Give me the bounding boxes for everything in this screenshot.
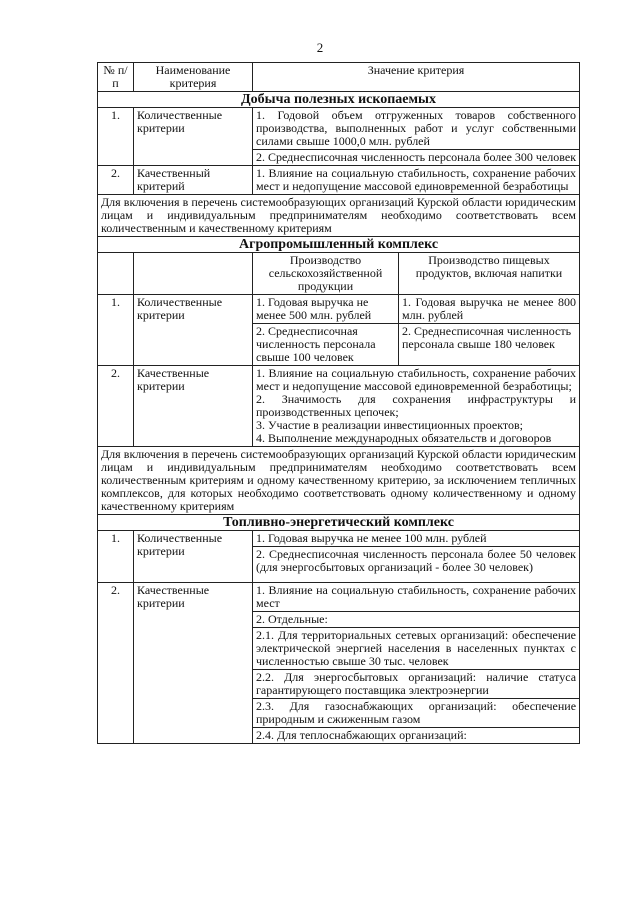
criterion-list <box>253 366 580 447</box>
criterion-item: 3. Участие в реализации инвестиционных проектов; <box>256 418 523 432</box>
criterion-value: 1. Влияние на социальную стабильность, сохранение рабочих мест и недопущение массовой единовременной безработицы <box>253 166 580 195</box>
criterion-value: 2. Среднесписочная численность персонала более 300 человек <box>253 150 580 166</box>
criterion-value: 2.4. Для теплоснабжающих организаций: <box>253 728 580 744</box>
criterion-value: 1. Годовая выручка не менее 800 млн. рублей <box>399 295 580 324</box>
row-name: Качественные критерии <box>134 366 253 447</box>
subheader-row <box>98 253 580 295</box>
criterion-value: 1. Влияние на социальную стабильность, сохранение рабочих мест <box>253 583 580 612</box>
table-row <box>98 295 580 324</box>
table-row <box>98 531 580 547</box>
criterion-item: 4. Выполнение международных обязательств и договоров <box>256 431 552 445</box>
criterion-value: 1. Годовой объем отгруженных товаров собственного производства, выполненных работ и услуг собственными силами свыше 1000,0 млн. рублей <box>253 108 580 150</box>
criterion-value: 2.2. Для энергосбытовых организаций: наличие статуса гарантирующего поставщика электроэнергии <box>253 670 580 699</box>
row-num: 1. <box>98 108 134 166</box>
section-note: Для включения в перечень системообразующих организаций Курской области юридическим лицам и индивидуальным предпринимателям необходимо соответствовать всем количественным и качественному критериям <box>98 195 580 237</box>
section-title-row <box>98 237 580 253</box>
section-note: Для включения в перечень системообразующих организаций Курской области юридическим лицам и индивидуальным предпринимателям необходимо соответствовать всем количественным критериям и одному качественному критерию, за исключением тепличных комплексов, для которых необходимо соответствовать одному количественному и одному качественному критериям <box>98 447 580 515</box>
row-name: Качественные критерии <box>134 583 253 744</box>
section-title-mining: Добыча полезных ископаемых <box>98 92 580 108</box>
empty-cell <box>134 253 253 295</box>
table-row <box>98 583 580 612</box>
criterion-value: 1. Годовая выручка не менее 100 млн. рублей <box>253 531 580 547</box>
criterion-value: 2.3. Для газоснабжающих организаций: обеспечение природным и сжиженным газом <box>253 699 580 728</box>
criterion-value: 2. Среднесписочная численность персонала свыше 100 человек <box>253 324 399 366</box>
criterion-value: 2. Отдельные: <box>253 612 580 628</box>
row-name: Качественный критерий <box>134 166 253 195</box>
criterion-value: 2. Среднесписочная численность персонала свыше 180 человек <box>399 324 580 366</box>
row-num: 2. <box>98 166 134 195</box>
row-name: Количественные критерии <box>134 108 253 166</box>
section-title-row <box>98 515 580 531</box>
row-name: Количественные критерии <box>134 295 253 366</box>
note-row <box>98 195 580 237</box>
row-num: 1. <box>98 295 134 366</box>
col-agri-header: Производство сельскохозяйственной продукции <box>253 253 399 295</box>
criterion-value: 1. Годовая выручка не менее 500 млн. рублей <box>253 295 399 324</box>
table-row <box>98 108 580 150</box>
row-num: 1. <box>98 531 134 583</box>
header-value: Значение критерия <box>253 63 580 92</box>
row-num: 2. <box>98 583 134 744</box>
criterion-value: 2.1. Для территориальных сетевых организаций: обеспечение электрической энергией населения в населенных пунктах с численностью свыше 30 тыс. человек <box>253 628 580 670</box>
table-row <box>98 366 580 447</box>
criteria-table <box>97 62 580 744</box>
page-number: 2 <box>316 40 324 55</box>
criterion-value: 2. Среднесписочная численность персонала более 50 человек (для энергосбытовых организаций - более 30 человек) <box>253 547 580 583</box>
row-name: Количественные критерии <box>134 531 253 583</box>
empty-cell <box>98 253 134 295</box>
criterion-item: 2. Значимость для сохранения инфраструктуры и производственных цепочек; <box>256 392 577 419</box>
row-num: 2. <box>98 366 134 447</box>
header-num: № п/п <box>98 63 134 92</box>
header-name: Наименование критерия <box>134 63 253 92</box>
section-title-agro: Агропромышленный комплекс <box>98 237 580 253</box>
criterion-item: 1. Влияние на социальную стабильность, сохранение рабочих мест и недопущение массовой единовременной безработицы; <box>256 366 577 393</box>
col-food-header: Производство пищевых продуктов, включая напитки <box>399 253 580 295</box>
table-header-row <box>98 63 580 92</box>
note-row <box>98 447 580 515</box>
section-title-row <box>98 92 580 108</box>
section-title-fuel: Топливно-энергетический комплекс <box>98 515 580 531</box>
table-row <box>98 166 580 195</box>
